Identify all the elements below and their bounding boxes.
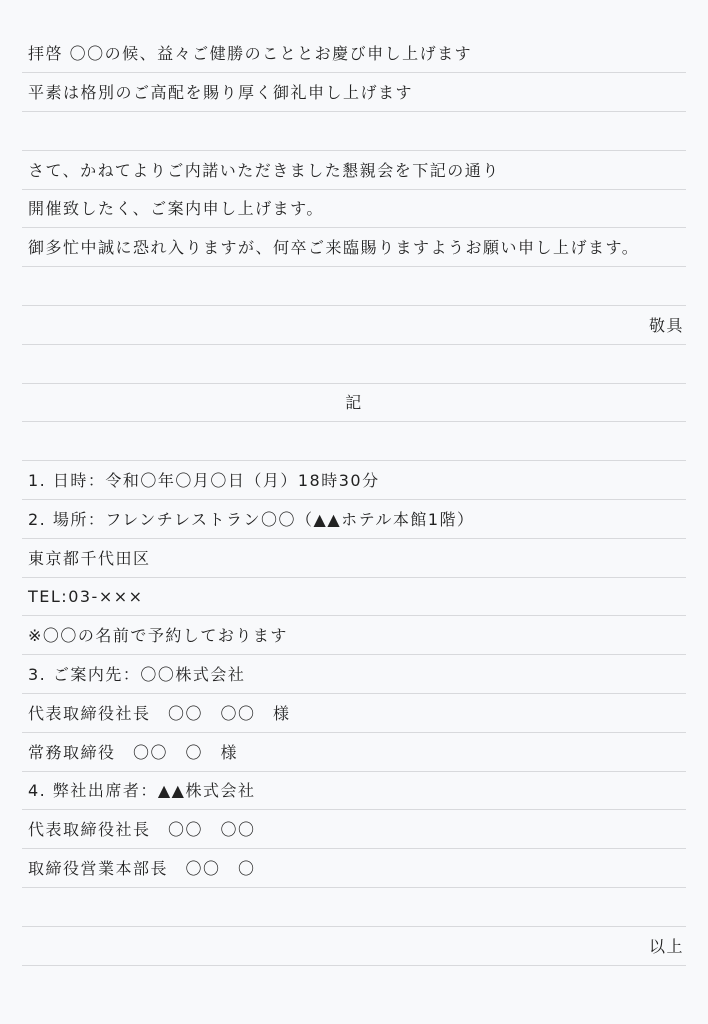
- line-text: 平素は格別のご高配を賜り厚く御礼申し上げます: [28, 83, 414, 103]
- ruled-line: [22, 267, 686, 306]
- ruled-line: [22, 151, 686, 190]
- ruled-line: [22, 345, 686, 384]
- ruled-line: [22, 228, 686, 267]
- line-text: 3. ご案内先：〇〇株式会社: [28, 665, 246, 685]
- line-text: TEL:03-×××: [28, 587, 144, 607]
- ruled-line: [22, 772, 686, 811]
- ruled-line: [22, 694, 686, 733]
- letter-sheet: [22, 35, 686, 966]
- line-text: ※〇〇の名前で予約しております: [28, 626, 288, 646]
- line-text: 代表取締役社長 〇〇 〇〇 様: [28, 703, 291, 723]
- line-text: 取締役営業本部長 〇〇 〇: [28, 859, 256, 879]
- ruled-line: [22, 422, 686, 461]
- ruled-line: [22, 616, 686, 655]
- ruled-line: [22, 578, 686, 617]
- ruled-line: [22, 733, 686, 772]
- ruled-line: [22, 112, 686, 151]
- ruled-line: [22, 927, 686, 966]
- ruled-line: [22, 539, 686, 578]
- ruled-line: [22, 73, 686, 112]
- line-text: 以上: [648, 936, 684, 956]
- line-text: 敬具: [648, 315, 684, 335]
- ruled-line: [22, 888, 686, 927]
- ruled-line: [22, 461, 686, 500]
- line-text: 2. 場所：フレンチレストラン〇〇（▲▲ホテル本館1階）: [28, 509, 475, 529]
- line-text: 代表取締役社長 〇〇 〇〇: [28, 820, 256, 840]
- line-text: 開催致したく、ご案内申し上げます。: [28, 199, 324, 219]
- ruled-line: [22, 655, 686, 694]
- line-text: 拝啓 〇〇の候、益々ご健勝のこととお慶び申し上げます: [28, 44, 473, 64]
- ruled-line: [22, 35, 686, 74]
- ruled-line: [22, 849, 686, 888]
- ruled-line: [22, 810, 686, 849]
- line-text: 常務取締役 〇〇 〇 様: [28, 742, 239, 762]
- line-text: さて、かねてよりご内諾いただきました懇親会を下記の通り: [28, 160, 500, 180]
- ruled-line: [22, 384, 686, 423]
- ruled-line: [22, 500, 686, 539]
- ruled-line: [22, 306, 686, 345]
- line-text: 東京都千代田区: [28, 548, 151, 568]
- line-text: 4. 弊社出席者：▲▲株式会社: [28, 781, 256, 801]
- line-text: 御多忙中誠に恐れ入りますが、何卒ご来臨賜りますようお願い申し上げます。: [28, 238, 640, 258]
- line-text: 記: [345, 393, 363, 413]
- ruled-line: [22, 190, 686, 229]
- line-text: 1. 日時：令和〇年〇月〇日（月）18時30分: [28, 471, 380, 491]
